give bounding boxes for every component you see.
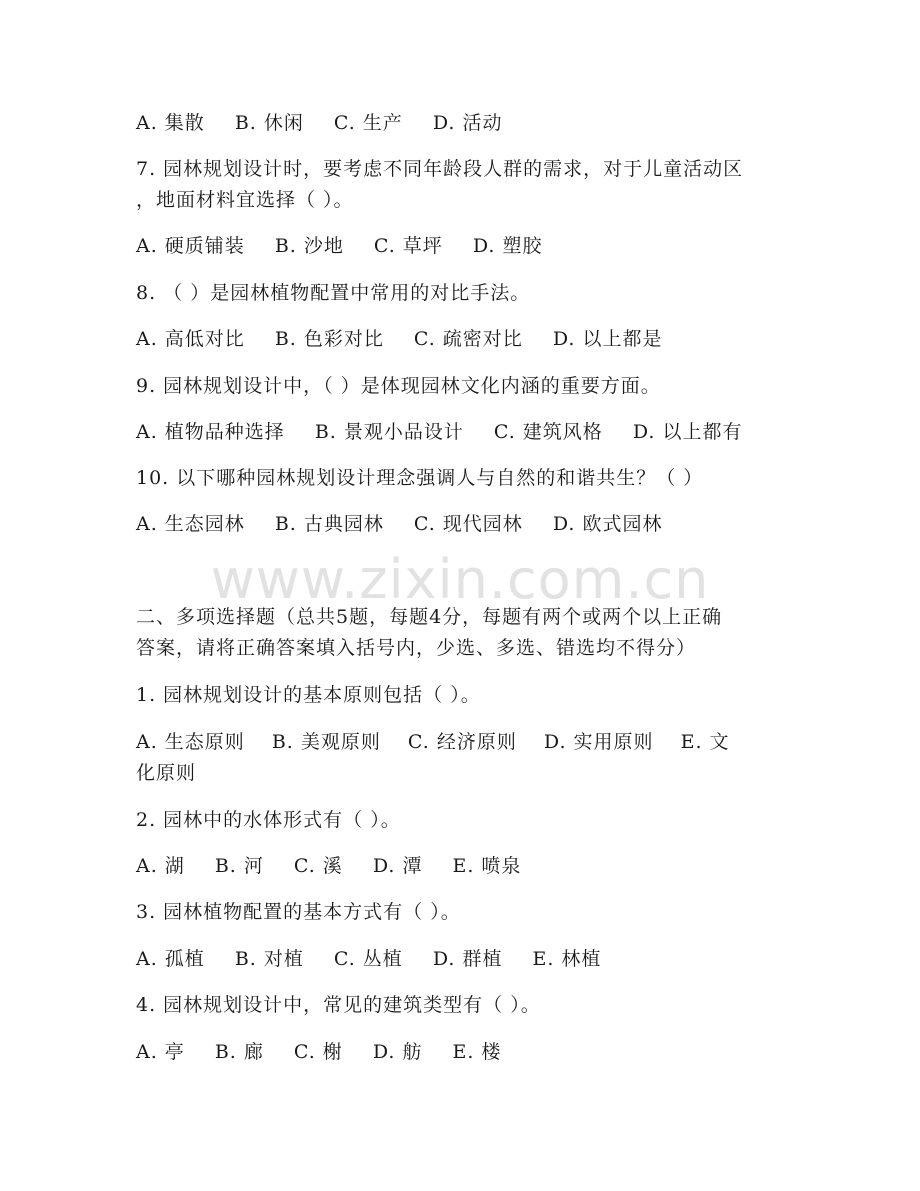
mq1-text: 1. 园林规划设计的基本原则包括（ ）。: [136, 684, 481, 706]
mq2-options: [136, 851, 786, 881]
option-a: A. 植物品种选择: [136, 421, 285, 443]
option-c: C. 榭: [293, 1041, 343, 1063]
option-b: B. 色彩对比: [274, 328, 384, 350]
q9-options: [136, 417, 786, 447]
option-c: C. 疏密对比: [413, 328, 523, 350]
option-d: D. 塑胶: [472, 235, 543, 257]
mq1-options-line1: A. 生态原则 B. 美观原则 C. 经济原则 D. 实用原则 E. 文: [136, 731, 730, 753]
option-b: B. 沙地: [274, 235, 344, 257]
option-a: A. 集散: [136, 112, 205, 134]
q8-options: [136, 324, 786, 354]
option-d: D. 群植: [432, 948, 503, 970]
option-c: C. 生产: [333, 112, 403, 134]
option-d: D. 以上都有: [632, 421, 743, 443]
mq3-text: 3. 园林植物配置的基本方式有（ ）。: [136, 901, 461, 923]
option-b: B. 河: [214, 855, 264, 877]
option-b: B. 廊: [214, 1041, 264, 1063]
option-c: C. 草坪: [373, 235, 443, 257]
q6-options: [136, 108, 786, 138]
option-b: B. 对植: [234, 948, 304, 970]
q10-options: [136, 509, 786, 539]
option-a: A. 硬质铺装: [136, 235, 245, 257]
mq2-text: 2. 园林中的水体形式有（ ）。: [136, 809, 401, 831]
watermark-text: www.zixin.com.cn: [210, 548, 710, 611]
mq1-options-line2: 化原则: [136, 762, 197, 784]
option-e: E. 喷泉: [452, 855, 522, 877]
option-c: C. 建筑风格: [493, 421, 603, 443]
option-d: D. 潭: [372, 855, 423, 877]
option-a: A. 亭: [136, 1041, 185, 1063]
option-d: D. 以上都是: [552, 328, 663, 350]
option-e: E. 楼: [452, 1041, 502, 1063]
section2-heading-line2: 答案，请将正确答案填入括号内，少选、多选、错选均不得分）: [136, 637, 697, 659]
option-c: C. 溪: [293, 855, 343, 877]
option-c: C. 现代园林: [413, 513, 523, 535]
mq3-options: [136, 944, 786, 974]
option-b: B. 古典园林: [274, 513, 384, 535]
section2-heading-line1: 二、多项选择题（总共5题，每题4分，每题有两个或两个以上正确: [136, 606, 723, 628]
q8-text: 8. （ ）是园林植物配置中常用的对比手法。: [136, 282, 531, 304]
q7-text-line1: 7. 园林规划设计时，要考虑不同年龄段人群的需求，对于儿童活动区: [136, 158, 744, 180]
mq4-text: 4. 园林规划设计中，常见的建筑类型有（ ）。: [136, 994, 541, 1016]
q10-text: 10. 以下哪种园林规划设计理念强调人与自然的和谐共生？（ ）: [136, 467, 704, 489]
option-a: A. 湖: [136, 855, 185, 877]
option-d: D. 舫: [372, 1041, 423, 1063]
option-a: A. 高低对比: [136, 328, 245, 350]
q7-options: [136, 231, 786, 261]
option-d: D. 欧式园林: [552, 513, 663, 535]
mq4-options: [136, 1037, 786, 1067]
option-d: D. 活动: [432, 112, 503, 134]
option-e: E. 林植: [532, 948, 602, 970]
q7-text-line2: ，地面材料宜选择（ ）。: [136, 189, 354, 211]
option-b: B. 景观小品设计: [314, 421, 464, 443]
q9-text: 9. 园林规划设计中，（ ）是体现园林文化内涵的重要方面。: [136, 375, 661, 397]
option-a: A. 生态园林: [136, 513, 245, 535]
option-c: C. 丛植: [333, 948, 403, 970]
option-a: A. 孤植: [136, 948, 205, 970]
option-b: B. 休闲: [234, 112, 304, 134]
